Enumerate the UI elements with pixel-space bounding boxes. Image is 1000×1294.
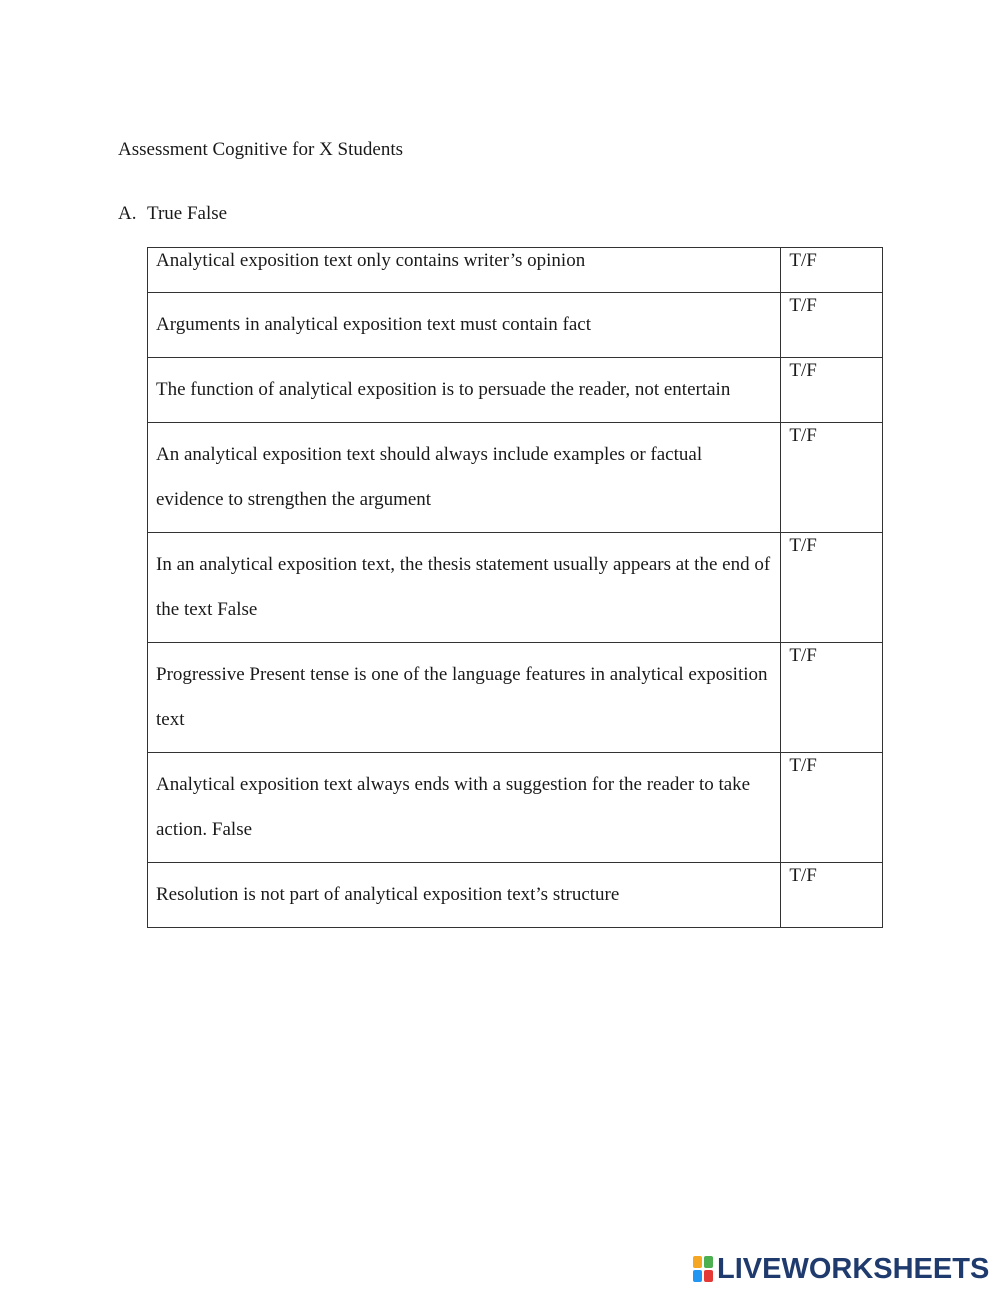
table-row xyxy=(148,753,883,863)
statement-text: An analytical exposition text should always include examples or factual evidence to strengthen the argument xyxy=(156,444,703,510)
table-row xyxy=(148,643,883,753)
statement-cell xyxy=(148,533,781,643)
statement-cell xyxy=(148,293,781,358)
statement-text: In an analytical exposition text, the thesis statement usually appears at the end of the text False xyxy=(156,554,771,620)
answer-cell[interactable] xyxy=(781,248,883,293)
section-marker: A. xyxy=(118,203,137,224)
true-false-table xyxy=(147,247,883,928)
statement-text: Progressive Present tense is one of the language features in analytical exposition text xyxy=(156,664,768,730)
statement-cell xyxy=(148,753,781,863)
answer-cell[interactable] xyxy=(781,533,883,643)
answer-text: T/F xyxy=(789,865,817,886)
table-row xyxy=(148,533,883,643)
answer-cell[interactable] xyxy=(781,863,883,928)
table-row xyxy=(148,293,883,358)
answer-cell[interactable] xyxy=(781,423,883,533)
logo-tile xyxy=(704,1256,713,1268)
statement-text: Arguments in analytical exposition text must contain fact xyxy=(156,314,591,335)
answer-cell[interactable] xyxy=(781,643,883,753)
logo-tile xyxy=(693,1270,702,1282)
statement-cell xyxy=(148,248,781,293)
section-heading xyxy=(118,202,227,226)
statement-cell xyxy=(148,423,781,533)
statement-text: Resolution is not part of analytical exposition text’s structure xyxy=(156,884,620,905)
statement-text: Analytical exposition text always ends with a suggestion for the reader to take action. False xyxy=(156,774,751,840)
liveworksheets-wordmark: LIVEWORKSHEETS xyxy=(717,1253,990,1285)
answer-text: T/F xyxy=(789,250,817,271)
answer-text: T/F xyxy=(789,755,817,776)
answer-cell[interactable] xyxy=(781,293,883,358)
statement-text: The function of analytical exposition is to persuade the reader, not entertain xyxy=(156,379,731,400)
answer-text: T/F xyxy=(789,360,817,381)
page-title: Assessment Cognitive for X Students xyxy=(118,139,403,160)
statement-cell xyxy=(148,643,781,753)
answer-cell[interactable] xyxy=(781,358,883,423)
statement-cell xyxy=(148,863,781,928)
answer-text: T/F xyxy=(789,295,817,316)
answer-cell[interactable] xyxy=(781,753,883,863)
table-row xyxy=(148,423,883,533)
answer-text: T/F xyxy=(789,645,817,666)
table-row xyxy=(148,863,883,928)
logo-tile xyxy=(693,1256,702,1268)
statement-cell xyxy=(148,358,781,423)
answer-text: T/F xyxy=(789,425,817,446)
statement-text: Analytical exposition text only contains writer’s opinion xyxy=(156,250,586,271)
liveworksheets-branding[interactable] xyxy=(693,1254,989,1284)
logo-tile xyxy=(704,1270,713,1282)
liveworksheets-logo-icon xyxy=(693,1256,713,1282)
table-row xyxy=(148,248,883,293)
answer-text: T/F xyxy=(789,535,817,556)
section-heading-text: True False xyxy=(147,203,228,224)
table-row xyxy=(148,358,883,423)
